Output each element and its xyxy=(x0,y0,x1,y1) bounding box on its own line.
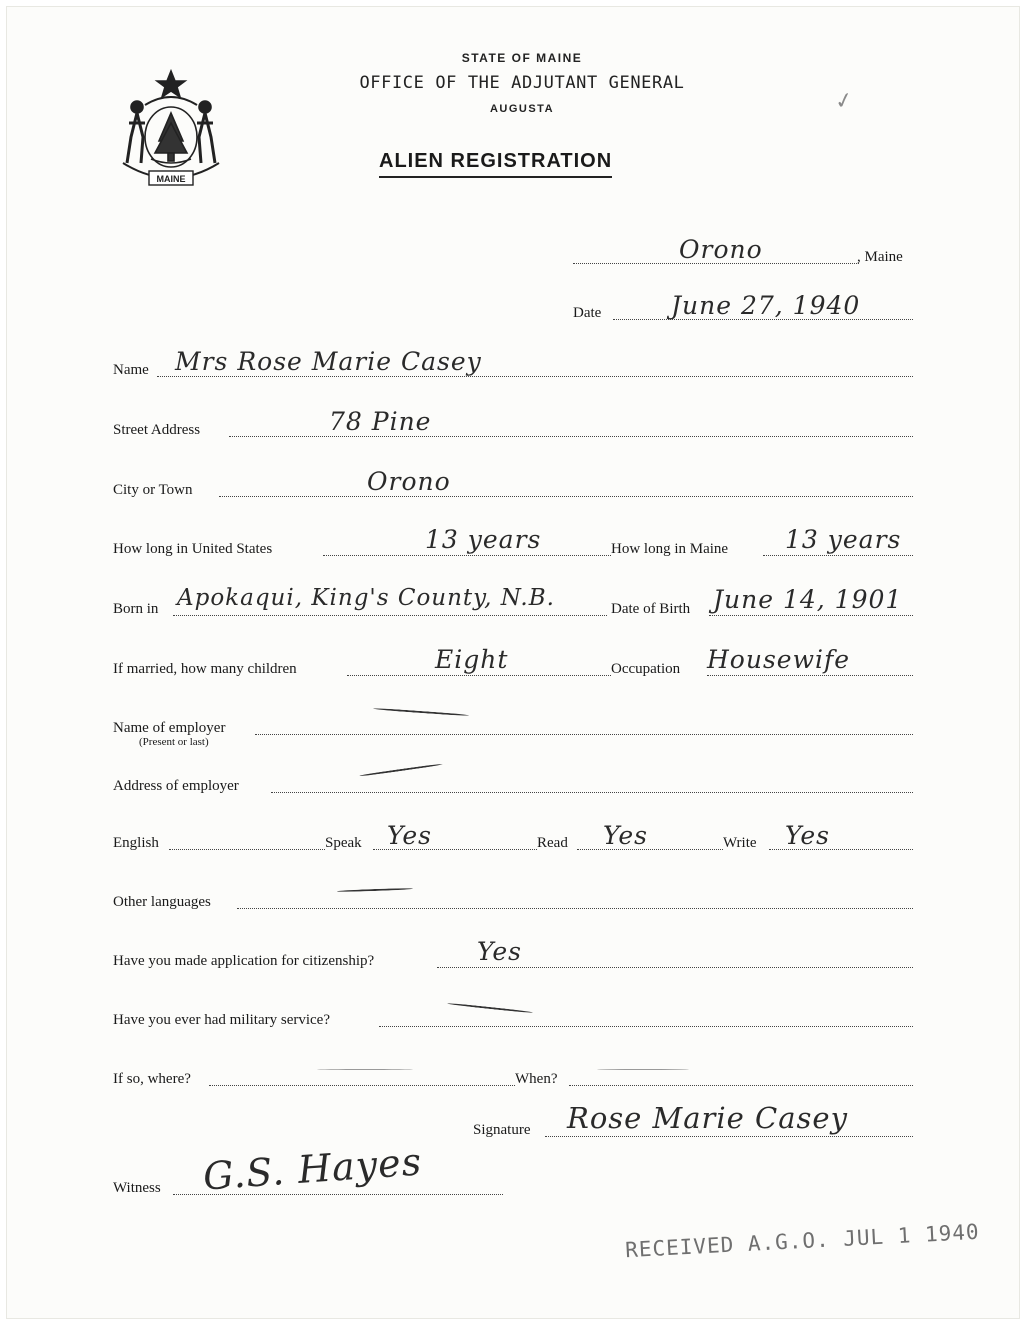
us-years-value: 13 years xyxy=(425,525,542,554)
seal-text: MAINE xyxy=(156,174,186,184)
street-value: 78 Pine xyxy=(329,407,432,436)
date-value: June 27, 1940 xyxy=(671,291,861,320)
registration-form xyxy=(6,6,1020,1319)
born-line xyxy=(173,615,607,616)
city-line xyxy=(219,496,913,497)
maine-years-line xyxy=(763,555,913,556)
employer-line xyxy=(255,734,913,735)
occupation-value: Housewife xyxy=(707,645,851,674)
employer-note: (Present or last) xyxy=(139,736,209,748)
english-label: English xyxy=(113,835,159,851)
military-label: Have you ever had military service? xyxy=(113,1012,330,1028)
employer-dash xyxy=(373,708,469,717)
employer-label: Name of employer xyxy=(113,720,226,736)
signature-value: Rose Marie Casey xyxy=(567,1101,848,1135)
when-line xyxy=(569,1085,913,1086)
children-label: If married, how many children xyxy=(113,661,297,677)
check-mark-icon: ✓ xyxy=(832,87,856,116)
employer-address-line xyxy=(271,792,913,793)
speak-label: Speak xyxy=(325,835,362,851)
english-line xyxy=(169,849,325,850)
city-label: City or Town xyxy=(113,482,193,498)
street-line xyxy=(229,436,913,437)
name-label: Name xyxy=(113,362,149,378)
read-value: Yes xyxy=(603,821,648,850)
read-line xyxy=(577,849,723,850)
dob-line xyxy=(709,615,913,616)
town-value: Orono xyxy=(679,235,763,264)
dob-value: June 14, 1901 xyxy=(713,585,903,614)
occupation-label: Occupation xyxy=(611,661,681,677)
where-dash xyxy=(317,1069,413,1070)
city-value: Orono xyxy=(367,467,451,496)
witness-signature: G.S. Hayes xyxy=(201,1139,424,1199)
citizenship-line xyxy=(437,967,913,968)
header-office: OFFICE OF THE ADJUTANT GENERAL xyxy=(359,73,685,93)
signature-line xyxy=(545,1136,913,1137)
date-label: Date xyxy=(573,305,602,321)
state-seal xyxy=(115,67,227,195)
us-years-label: How long in United States xyxy=(113,541,273,557)
when-label: When? xyxy=(515,1071,558,1087)
speak-value: Yes xyxy=(387,821,432,850)
signature-label: Signature xyxy=(473,1122,531,1138)
witness-label: Witness xyxy=(113,1180,161,1196)
military-line xyxy=(379,1026,913,1027)
other-languages-dash xyxy=(337,888,413,893)
header-city: AUGUSTA xyxy=(489,103,555,115)
write-value: Yes xyxy=(785,821,830,850)
header-state: STATE OF MAINE xyxy=(461,51,583,65)
name-line xyxy=(157,376,913,377)
born-label: Born in xyxy=(113,601,159,617)
employer-address-dash xyxy=(359,763,442,777)
occupation-line xyxy=(707,675,913,676)
where-line xyxy=(209,1085,515,1086)
read-label: Read xyxy=(537,835,568,851)
when-dash xyxy=(597,1069,689,1070)
write-label: Write xyxy=(723,835,757,851)
employer-address-label: Address of employer xyxy=(113,778,239,794)
dob-label: Date of Birth xyxy=(611,601,691,617)
street-label: Street Address xyxy=(113,422,201,438)
maine-label: , Maine xyxy=(857,249,903,265)
name-value: Mrs Rose Marie Casey xyxy=(175,347,482,376)
maine-years-label: How long in Maine xyxy=(611,541,729,557)
children-value: Eight xyxy=(435,645,509,674)
military-dash xyxy=(447,1003,533,1014)
maine-years-value: 13 years xyxy=(785,525,902,554)
children-line xyxy=(347,675,611,676)
us-years-line xyxy=(323,555,611,556)
born-value: Apokaqui, King's County, N.B. xyxy=(177,585,555,611)
form-title: ALIEN REGISTRATION xyxy=(379,150,612,178)
other-languages-label: Other languages xyxy=(113,894,211,910)
received-stamp: RECEIVED A.G.O. JUL 1 1940 xyxy=(624,1219,981,1263)
other-languages-line xyxy=(237,908,913,909)
citizenship-label: Have you made application for citizenship? xyxy=(113,953,375,969)
citizenship-value: Yes xyxy=(477,937,522,966)
where-label: If so, where? xyxy=(113,1071,191,1087)
